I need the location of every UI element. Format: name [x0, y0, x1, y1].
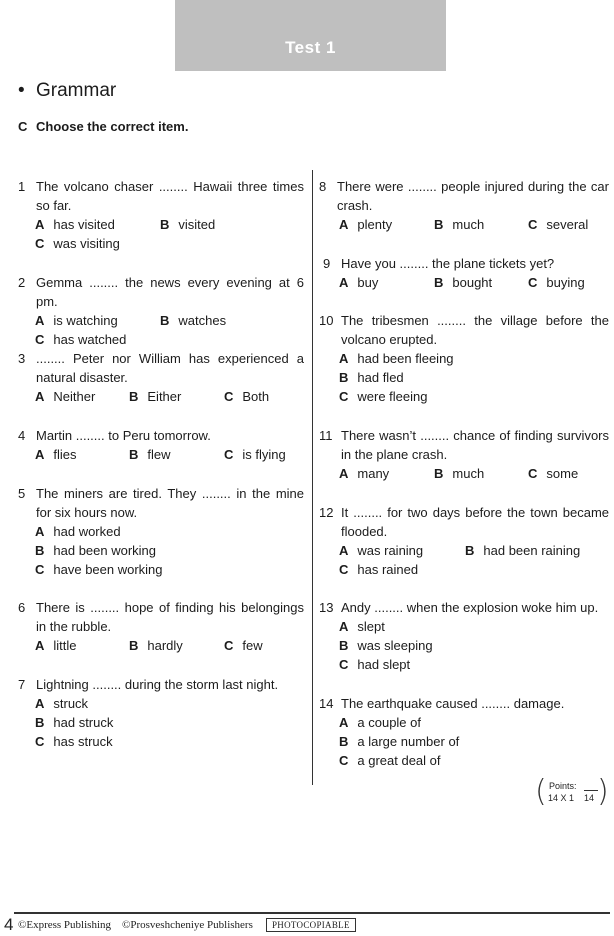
question-number: 12: [319, 505, 334, 520]
points-box: [535, 774, 609, 809]
question-number: 1: [18, 179, 26, 194]
option-c[interactable]: C were fleeing: [339, 389, 428, 404]
question-number: 5: [18, 486, 26, 501]
option-b[interactable]: B much: [434, 466, 485, 481]
option-a[interactable]: A buy: [339, 275, 379, 290]
question-number: 10: [319, 313, 334, 328]
question-3: [18, 349, 304, 406]
option-a[interactable]: A little: [35, 638, 77, 653]
question-number: 7: [18, 677, 26, 692]
bullet-icon: •: [18, 80, 25, 101]
question-stem: Lightning ........ during the storm last night.: [36, 677, 279, 692]
question-number: 8: [319, 179, 327, 194]
question-8: [319, 177, 609, 234]
question-10: [319, 311, 609, 406]
column-divider: [312, 170, 313, 785]
option-b[interactable]: B a large number of: [339, 734, 460, 749]
question-1: [18, 177, 304, 253]
option-a[interactable]: A struck: [35, 696, 89, 711]
question-stem: The volcano chaser ........ Hawaii three times so far.: [36, 179, 304, 213]
question-4: [18, 426, 304, 464]
option-a[interactable]: A is watching: [35, 313, 118, 328]
section-heading: [18, 80, 116, 102]
option-a[interactable]: A many: [339, 466, 390, 481]
option-b[interactable]: B watches: [160, 313, 227, 328]
option-b[interactable]: B Either: [129, 389, 182, 404]
copyright-express: ©Express Publishing: [18, 919, 112, 931]
option-a[interactable]: A was raining: [339, 543, 424, 558]
option-b[interactable]: B had struck: [35, 715, 114, 730]
copyright-prosveshcheniye: ©Prosveshcheniye Publishers: [122, 919, 253, 931]
option-b[interactable]: B had been working: [35, 543, 157, 558]
option-a[interactable]: A slept: [339, 619, 385, 634]
question-number: 3: [18, 351, 26, 366]
test-header-banner: [175, 0, 446, 71]
question-stem: Have you ........ the plane tickets yet?: [341, 256, 555, 271]
question-stem: Gemma ........ the news every evening at 6 pm.: [36, 275, 304, 309]
option-b[interactable]: B hardly: [129, 638, 183, 653]
question-stem: It ........ for two days before the town became flooded.: [341, 505, 609, 539]
points-label: Points:: [549, 781, 577, 791]
exercise-instruction: [18, 119, 188, 134]
option-c[interactable]: C some: [528, 466, 579, 481]
question-stem: Andy ........ when the explosion woke him up.: [341, 600, 599, 615]
exercise-letter: C: [18, 119, 28, 134]
points-scale: 14 X 1: [548, 793, 575, 803]
option-c[interactable]: C a great deal of: [339, 753, 441, 768]
option-c[interactable]: C few: [224, 638, 263, 653]
question-stem: The miners are tired. They ........ in the mine for six hours now.: [36, 486, 304, 520]
option-b[interactable]: B bought: [434, 275, 493, 290]
page-footer: [4, 914, 614, 936]
option-c[interactable]: C has struck: [35, 734, 113, 749]
left-paren-icon: (: [535, 774, 547, 809]
points-total: 14: [584, 793, 595, 803]
option-c[interactable]: C Both: [224, 389, 270, 404]
option-b[interactable]: B had fled: [339, 370, 404, 385]
option-a[interactable]: A has visited: [35, 217, 115, 232]
question-13: [319, 598, 609, 674]
option-c[interactable]: C several: [528, 217, 589, 232]
option-b[interactable]: B had been raining: [465, 543, 581, 558]
option-c[interactable]: C buying: [528, 275, 585, 290]
option-c[interactable]: C was visiting: [35, 236, 120, 251]
option-b[interactable]: B visited: [160, 217, 216, 232]
question-stem: The tribesmen ........ the village before the volcano erupted.: [341, 313, 609, 347]
option-c[interactable]: C have been working: [35, 562, 163, 577]
option-a[interactable]: A flies: [35, 447, 77, 462]
section-title: Grammar: [36, 80, 117, 101]
option-b[interactable]: B flew: [129, 447, 171, 462]
question-6: [18, 598, 304, 655]
option-c[interactable]: C has rained: [339, 562, 419, 577]
score-blank[interactable]: [584, 790, 598, 791]
question-stem: There is ........ hope of finding his belongings in the rubble.: [36, 600, 304, 634]
instruction-text: Choose the correct item.: [36, 119, 189, 134]
question-9: [319, 254, 609, 292]
question-stem: The earthquake caused ........ damage.: [341, 696, 565, 711]
question-7: [18, 675, 304, 751]
question-number: 9: [323, 256, 331, 271]
option-c[interactable]: C has watched: [35, 332, 127, 347]
question-stem: There wasn’t ........ chance of finding survivors in the plane crash.: [341, 428, 609, 462]
option-c[interactable]: C had slept: [339, 657, 411, 672]
option-a[interactable]: A had been fleeing: [339, 351, 454, 366]
question-11: [319, 426, 609, 483]
question-number: 13: [319, 600, 334, 615]
option-b[interactable]: B was sleeping: [339, 638, 433, 653]
option-b[interactable]: B much: [434, 217, 485, 232]
question-5: [18, 484, 304, 579]
option-a[interactable]: A had worked: [35, 524, 121, 539]
question-stem: Martin ........ to Peru tomorrow.: [36, 428, 211, 443]
option-a[interactable]: A plenty: [339, 217, 393, 232]
option-a[interactable]: A a couple of: [339, 715, 421, 730]
question-stem: ........ Peter nor William has experienced a natural disaster.: [36, 351, 304, 385]
question-number: 6: [18, 600, 26, 615]
question-number: 14: [319, 696, 334, 711]
test-title: Test 1: [285, 38, 336, 57]
option-c[interactable]: C is flying: [224, 447, 286, 462]
option-a[interactable]: A Neither: [35, 389, 96, 404]
question-12: [319, 503, 609, 579]
question-2: [18, 273, 304, 349]
page-number: 4: [4, 915, 14, 934]
question-number: 11: [319, 428, 333, 443]
question-stem: There were ........ people injured during the car crash.: [337, 179, 609, 213]
question-14: [319, 694, 609, 770]
photocopiable-badge: PHOTOCOPIABLE: [266, 918, 356, 932]
question-number: 4: [18, 428, 26, 443]
right-paren-icon: ): [597, 774, 609, 809]
question-number: 2: [18, 275, 26, 290]
